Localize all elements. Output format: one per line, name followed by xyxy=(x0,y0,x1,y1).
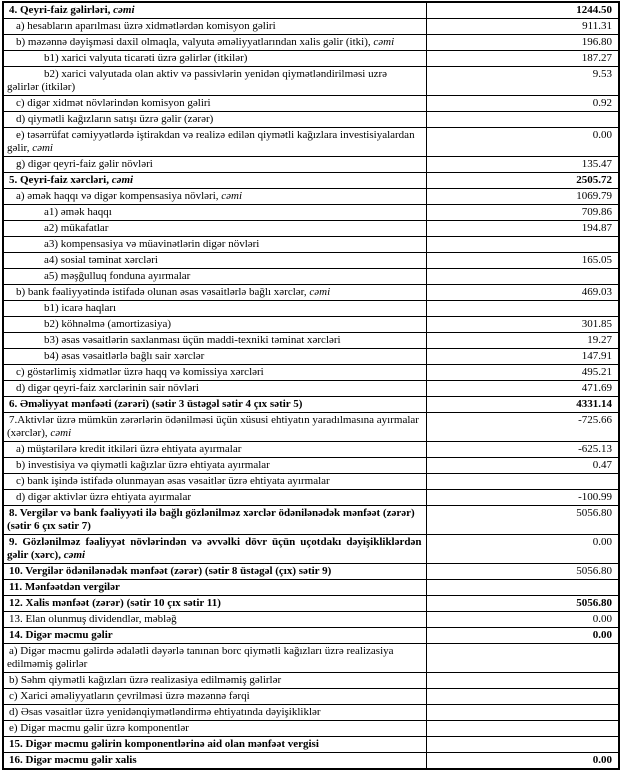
row-value: 469.03 xyxy=(426,285,619,301)
row-label xyxy=(3,535,426,564)
row-label xyxy=(3,644,426,673)
row-label xyxy=(3,285,426,301)
table-row xyxy=(3,628,619,644)
table-row xyxy=(3,253,619,269)
row-label-text: 9. Gözlənilməz fəaliyyət növlərindən və əvvəlki dövr üçün uçotdakı dəyişikliklərdən gəlir (xərc), xyxy=(7,536,422,561)
row-value: 0.00 xyxy=(426,753,619,770)
row-label-text: 10. Vergilər ödənilənədək mənfəət (zərər) (sətir 8 üstəgəl (çıx) sətir 9) xyxy=(9,565,332,577)
row-label xyxy=(3,673,426,689)
row-label xyxy=(3,705,426,721)
row-value xyxy=(426,269,619,285)
row-value: 709.86 xyxy=(426,205,619,221)
table-row xyxy=(3,506,619,535)
table-row xyxy=(3,51,619,67)
row-value: 911.31 xyxy=(426,19,619,35)
row-label-text: b) Səhm qiymətli kağızları üzrə realizasiya edilməmiş gəlirlər xyxy=(9,674,282,686)
row-label xyxy=(3,317,426,333)
row-label xyxy=(3,458,426,474)
row-value xyxy=(426,705,619,721)
table-row xyxy=(3,673,619,689)
row-label xyxy=(3,506,426,535)
row-label xyxy=(3,413,426,442)
row-label-text: d) digər aktivlər üzrə ehtiyata ayırmalar xyxy=(16,491,191,503)
row-value: 19.27 xyxy=(426,333,619,349)
row-value xyxy=(426,112,619,128)
row-label-text: g) digər qeyri-faiz gəlir növləri xyxy=(16,158,153,170)
row-label xyxy=(3,442,426,458)
row-value: 5056.80 xyxy=(426,564,619,580)
table-row xyxy=(3,157,619,173)
row-label xyxy=(3,381,426,397)
row-label xyxy=(3,753,426,770)
row-value: 147.91 xyxy=(426,349,619,365)
row-label xyxy=(3,221,426,237)
row-label-italic-suffix: cəmi xyxy=(373,36,395,48)
row-label-text: 14. Digər məcmu gəlir xyxy=(9,629,113,641)
row-value: 135.47 xyxy=(426,157,619,173)
row-label-text: b) məzənnə dəyişməsi daxil olmaqla, valyuta əməliyyatlarından xalis gəlir (itki), xyxy=(16,36,374,48)
row-label-italic-suffix: cəmi xyxy=(221,190,243,202)
row-value: 2505.72 xyxy=(426,173,619,189)
table-row xyxy=(3,612,619,628)
row-label-text: 8. Vergilər və bank fəaliyyəti ilə bağlı gözlənilməz xərclər ödənilənədək mənfəət (zərər) (sətir 6 çıx sətir 7) xyxy=(7,507,415,532)
table-row xyxy=(3,205,619,221)
table-row xyxy=(3,705,619,721)
row-label-text: e) Digər məcmu gəlir üzrə komponentlər xyxy=(9,722,189,734)
income-statement-table xyxy=(2,1,620,770)
row-label-text: 13. Elan olunmuş dividendlər, məbləğ xyxy=(9,613,177,625)
row-label-text: a4) sosial təminat xərcləri xyxy=(44,254,158,266)
row-value xyxy=(426,737,619,753)
row-value xyxy=(426,474,619,490)
table-row xyxy=(3,317,619,333)
row-label-text: a) hesabların aparılması üzrə xidmətlərdən komisyon gəliri xyxy=(16,20,276,32)
row-value xyxy=(426,237,619,253)
row-value: 0.00 xyxy=(426,628,619,644)
row-label-text: b1) xarici valyuta ticarəti üzrə gəlirlər (itkilər) xyxy=(44,52,248,64)
row-label xyxy=(3,349,426,365)
table-row xyxy=(3,349,619,365)
table-row xyxy=(3,413,619,442)
row-label-text: b) bank fəaliyyətində istifadə olunan əsas vəsaitlərlə bağlı xərclər, xyxy=(16,286,310,298)
row-label xyxy=(3,301,426,317)
row-label-text: a1) əmək haqqı xyxy=(44,206,112,218)
table-row xyxy=(3,67,619,96)
row-label xyxy=(3,237,426,253)
row-label-text: 6. Əməliyyat mənfəəti (zərəri) (sətir 3 üstəgəl sətir 4 çıx sətir 5) xyxy=(9,398,303,410)
table-body xyxy=(3,2,619,769)
row-value: 0.47 xyxy=(426,458,619,474)
row-value xyxy=(426,721,619,737)
table-row xyxy=(3,269,619,285)
row-label xyxy=(3,19,426,35)
row-label xyxy=(3,67,426,96)
table-row xyxy=(3,458,619,474)
table-row xyxy=(3,221,619,237)
row-label xyxy=(3,564,426,580)
row-label xyxy=(3,737,426,753)
table-row xyxy=(3,301,619,317)
row-label xyxy=(3,96,426,112)
row-value: -725.66 xyxy=(426,413,619,442)
row-label-text: a) Digər məcmu gəlirdə ədalətli dəyərlə tanınan borc qiymətli kağızları üzrə realizasiya edilməmiş gəlirlər xyxy=(7,645,394,670)
row-label-text: a3) kompensasiya və müavinətlərin digər növləri xyxy=(44,238,260,250)
table-row xyxy=(3,689,619,705)
row-label xyxy=(3,51,426,67)
table-row xyxy=(3,35,619,51)
row-label-text: b3) əsas vəsaitlərin saxlanması üçün maddi-texniki təminat xərcləri xyxy=(44,334,341,346)
row-label xyxy=(3,628,426,644)
row-label xyxy=(3,269,426,285)
table-row xyxy=(3,753,619,770)
table-row xyxy=(3,580,619,596)
row-label-italic-suffix: cəmi xyxy=(50,427,72,439)
row-label-text: d) Əsas vəsaitlər üzrə yenidənqiymətləndirmə ehtiyatında dəyişikliklər xyxy=(9,706,321,718)
row-label xyxy=(3,173,426,189)
table-row xyxy=(3,173,619,189)
row-label xyxy=(3,189,426,205)
table-row xyxy=(3,237,619,253)
table-row xyxy=(3,490,619,506)
table-row xyxy=(3,474,619,490)
row-label-text: d) digər qeyri-faiz xərclərinin sair növləri xyxy=(16,382,199,394)
row-value xyxy=(426,689,619,705)
row-label xyxy=(3,35,426,51)
row-label xyxy=(3,2,426,19)
table-row xyxy=(3,737,619,753)
row-label-text: b4) əsas vəsaitlərlə bağlı sair xərclər xyxy=(44,350,205,362)
table-row xyxy=(3,644,619,673)
row-label xyxy=(3,253,426,269)
table-row xyxy=(3,128,619,157)
row-value: 9.53 xyxy=(426,67,619,96)
row-label xyxy=(3,580,426,596)
row-value: 471.69 xyxy=(426,381,619,397)
row-value: 495.21 xyxy=(426,365,619,381)
row-label xyxy=(3,365,426,381)
row-value: 194.87 xyxy=(426,221,619,237)
row-value xyxy=(426,644,619,673)
row-value: 0.00 xyxy=(426,535,619,564)
table-row xyxy=(3,333,619,349)
row-label-text: d) qiymətli kağızların satışı üzrə gəlir (zərər) xyxy=(16,113,214,125)
row-value xyxy=(426,673,619,689)
row-label-text: 12. Xalis mənfəət (zərər) (sətir 10 çıx sətir 11) xyxy=(9,597,221,609)
row-label-text: b2) köhnəlmə (amortizasiya) xyxy=(44,318,172,330)
row-value: 0.92 xyxy=(426,96,619,112)
row-label xyxy=(3,721,426,737)
table-row xyxy=(3,535,619,564)
row-label-italic-suffix: cəmi xyxy=(309,286,331,298)
row-label-text: a) müştərilərə kredit itkiləri üzrə ehtiyata ayırmalar xyxy=(16,443,242,455)
row-label-italic-suffix: cəmi xyxy=(111,174,134,186)
row-value xyxy=(426,301,619,317)
row-label xyxy=(3,689,426,705)
row-label-text: c) Xarici əməliyyatların çevrilməsi üzrə məzənnə fərqi xyxy=(9,690,250,702)
table-row xyxy=(3,381,619,397)
row-label-text: b) investisiya və qiymətli kağızlar üzrə ehtiyata ayırmalar xyxy=(16,459,270,471)
table-row xyxy=(3,285,619,301)
row-label-text: b1) icarə haqları xyxy=(44,302,117,314)
row-label-text: c) göstərlimiş xidmətlər üzrə haqq və komissiya xərcləri xyxy=(16,366,264,378)
table-row xyxy=(3,365,619,381)
row-value: 1244.50 xyxy=(426,2,619,19)
row-label xyxy=(3,112,426,128)
row-label xyxy=(3,397,426,413)
table-row xyxy=(3,721,619,737)
row-label xyxy=(3,128,426,157)
table-row xyxy=(3,397,619,413)
row-label-text: 5. Qeyri-faiz xərcləri, xyxy=(9,174,112,186)
table-row xyxy=(3,2,619,19)
table-row xyxy=(3,189,619,205)
row-value: 196.80 xyxy=(426,35,619,51)
row-value xyxy=(426,580,619,596)
row-value: -100.99 xyxy=(426,490,619,506)
row-label-text: b2) xarici valyutada olan aktiv və passivlərin yenidən qiymətləndirilməsi uzrə gəlirlər (itkilər) xyxy=(7,68,388,93)
table-row xyxy=(3,96,619,112)
row-value: 0.00 xyxy=(426,612,619,628)
row-label-text: a) əmək haqqı və digər kompensasiya növləri, xyxy=(16,190,222,202)
row-label xyxy=(3,596,426,612)
row-label-text: a5) məşğulluq fonduna ayırmalar xyxy=(44,270,191,282)
row-value: 1069.79 xyxy=(426,189,619,205)
row-value: 5056.80 xyxy=(426,596,619,612)
row-value: 4331.14 xyxy=(426,397,619,413)
row-label xyxy=(3,157,426,173)
row-label xyxy=(3,612,426,628)
row-value: 187.27 xyxy=(426,51,619,67)
row-label-text: e) təsərrüfat cəmiyyətlərdə iştirakdan və realizə edilən qiymətli kağızlara investisiyalardan gəlir, xyxy=(7,129,415,154)
row-label-text: a2) mükafatlar xyxy=(44,222,109,234)
row-value: -625.13 xyxy=(426,442,619,458)
row-label xyxy=(3,333,426,349)
row-value: 5056.80 xyxy=(426,506,619,535)
row-value: 301.85 xyxy=(426,317,619,333)
row-label-text: c) bank işində istifadə olunmayan əsas vəsaitlər üzrə ehtiyata ayırmalar xyxy=(16,475,330,487)
row-label-italic-suffix: cəmi xyxy=(63,549,86,561)
table-row xyxy=(3,564,619,580)
row-label xyxy=(3,474,426,490)
row-label-italic-suffix: cəmi xyxy=(113,4,135,16)
row-value: 0.00 xyxy=(426,128,619,157)
row-value: 165.05 xyxy=(426,253,619,269)
row-label xyxy=(3,490,426,506)
row-label-text: 15. Digər məcmu gəlirin komponentlərinə aid olan mənfəət vergisi xyxy=(9,738,319,750)
row-label xyxy=(3,205,426,221)
row-label-text: 16. Digər məcmu gəlir xalis xyxy=(9,754,137,766)
row-label-text: 4. Qeyri-faiz gəlirləri, xyxy=(9,4,114,16)
table-row xyxy=(3,596,619,612)
row-label-italic-suffix: cəmi xyxy=(32,142,53,154)
row-label-text: 7.Aktivlər üzrə mümkün zərərlərin ödənilməsi üçün xüsusi ehtiyatın yaradılmasına ayırmalar (xərclər), xyxy=(7,414,419,439)
table-row xyxy=(3,19,619,35)
row-label-text: c) digər xidmət növlərindən komisyon gəliri xyxy=(16,97,211,109)
row-label-text: 11. Mənfəətdən vergilər xyxy=(9,581,120,593)
table-row xyxy=(3,112,619,128)
table-row xyxy=(3,442,619,458)
